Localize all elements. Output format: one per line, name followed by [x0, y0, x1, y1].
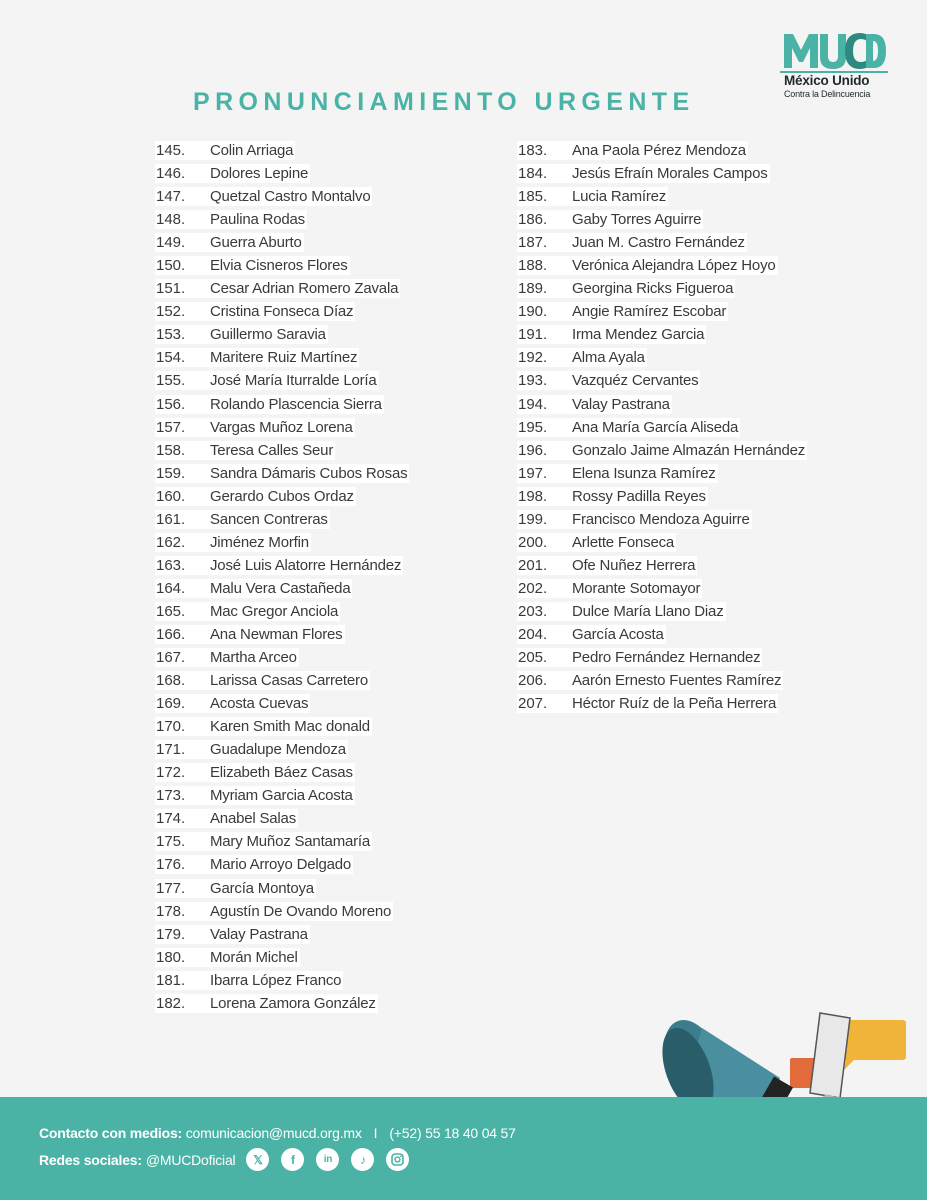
- list-item: [517, 439, 807, 462]
- signatory-name: Irma Mendez Garcia: [572, 326, 705, 344]
- signatory-number: 200.: [517, 533, 572, 552]
- list-item: [155, 807, 409, 830]
- signatory-name: Elvia Cisneros Flores: [210, 257, 348, 275]
- social-label: Redes sociales:: [39, 1151, 142, 1168]
- list-item: [517, 300, 807, 323]
- signatory-name: Ana Paola Pérez Mendoza: [572, 142, 746, 160]
- signatory-name: Jiménez Morfin: [210, 533, 309, 551]
- signatory-name: Jesús Efraín Morales Campos: [572, 165, 768, 183]
- list-item: [517, 531, 807, 554]
- signatory-name: Morante Sotomayor: [572, 579, 701, 597]
- signatory-name: Lorena Zamora González: [210, 994, 376, 1012]
- signatory-number: 170.: [155, 717, 210, 736]
- signatory-number: 152.: [155, 302, 210, 321]
- signatory-number: 157.: [155, 418, 210, 437]
- logo-name: México Unido: [784, 73, 870, 88]
- signatory-number: 178.: [155, 902, 210, 921]
- signatories-right-column: [517, 139, 807, 715]
- list-item: [517, 208, 807, 231]
- signatory-name: Valay Pastrana: [572, 395, 670, 413]
- list-item: [155, 600, 409, 623]
- list-item: [517, 462, 807, 485]
- list-item: [517, 508, 807, 531]
- signatory-number: 195.: [517, 418, 572, 437]
- signatory-number: 197.: [517, 464, 572, 483]
- signatory-number: 187.: [517, 233, 572, 252]
- signatory-name: Gonzalo Jaime Almazán Hernández: [572, 441, 806, 459]
- signatory-number: 150.: [155, 256, 210, 275]
- social-icons: [246, 1148, 409, 1171]
- signatory-name: Maritere Ruiz Martínez: [210, 349, 358, 367]
- signatory-name: Elizabeth Báez Casas: [210, 764, 353, 782]
- signatory-number: 203.: [517, 602, 572, 621]
- signatory-name: Dolores Lepine: [210, 165, 309, 183]
- signatory-number: 202.: [517, 579, 572, 598]
- signatory-number: 199.: [517, 510, 572, 529]
- signatory-name: Mary Muñoz Santamaría: [210, 833, 371, 851]
- signatory-number: 169.: [155, 694, 210, 713]
- list-item: [517, 139, 807, 162]
- page-title: PRONUNCIAMIENTO URGENTE: [193, 88, 695, 116]
- signatory-number: 206.: [517, 671, 572, 690]
- list-item: [155, 277, 409, 300]
- signatory-name: Arlette Fonseca: [572, 533, 675, 551]
- tiktok-icon[interactable]: ♪: [351, 1148, 374, 1171]
- list-item: [517, 485, 807, 508]
- signatory-number: 188.: [517, 256, 572, 275]
- list-item: [155, 485, 409, 508]
- list-item: [517, 577, 807, 600]
- signatory-number: 174.: [155, 809, 210, 828]
- signatory-name: Karen Smith Mac donald: [210, 718, 370, 736]
- instagram-icon[interactable]: [386, 1148, 409, 1171]
- signatory-number: 189.: [517, 279, 572, 298]
- list-item: [155, 462, 409, 485]
- signatory-name: Lucia Ramírez: [572, 188, 667, 206]
- signatory-number: 159.: [155, 464, 210, 483]
- signatory-name: José María Iturralde Loría: [210, 372, 377, 390]
- signatory-number: 192.: [517, 348, 572, 367]
- signatory-name: Morán Michel: [210, 948, 298, 966]
- signatory-name: Guillermo Saravia: [210, 326, 326, 344]
- list-item: [155, 669, 409, 692]
- list-item: [155, 323, 409, 346]
- signatory-name: Aarón Ernesto Fuentes Ramírez: [572, 672, 782, 690]
- signatory-number: 154.: [155, 348, 210, 367]
- signatory-number: 145.: [155, 141, 210, 160]
- signatory-number: 184.: [517, 164, 572, 183]
- signatories-left-column: [155, 139, 409, 1015]
- signatory-name: Myriam Garcia Acosta: [210, 787, 353, 805]
- signatory-name: Mario Arroyo Delgado: [210, 856, 352, 874]
- signatory-number: 194.: [517, 395, 572, 414]
- signatory-name: Colin Arriaga: [210, 142, 294, 160]
- signatory-number: 167.: [155, 648, 210, 667]
- signatory-number: 149.: [155, 233, 210, 252]
- signatory-name: José Luis Alatorre Hernández: [210, 556, 402, 574]
- signatory-number: 168.: [155, 671, 210, 690]
- list-item: [155, 393, 409, 416]
- signatory-number: 164.: [155, 579, 210, 598]
- signatory-number: 196.: [517, 441, 572, 460]
- signatory-number: 146.: [155, 164, 210, 183]
- signatory-name: Pedro Fernández Hernandez: [572, 649, 761, 667]
- signatory-number: 176.: [155, 855, 210, 874]
- signatory-number: 162.: [155, 533, 210, 552]
- signatory-name: Guadalupe Mendoza: [210, 741, 346, 759]
- list-item: [155, 369, 409, 392]
- signatory-number: 201.: [517, 556, 572, 575]
- signatory-number: 153.: [155, 325, 210, 344]
- list-item: [517, 323, 807, 346]
- signatory-name: García Acosta: [572, 626, 664, 643]
- signatory-name: Dulce María Llano Diaz: [572, 602, 724, 620]
- list-item: [155, 646, 409, 669]
- list-item: [517, 346, 807, 369]
- list-item: [517, 600, 807, 623]
- list-item: [155, 900, 409, 923]
- signatory-name: Teresa Calles Seur: [210, 441, 334, 459]
- list-item: [517, 277, 807, 300]
- signatory-name: Vargas Muñoz Lorena: [210, 418, 353, 436]
- signatory-number: 183.: [517, 141, 572, 160]
- signatory-number: 165.: [155, 602, 210, 621]
- signatory-name: Guerra Aburto: [210, 234, 302, 252]
- contact-label: Contacto con medios:: [39, 1125, 183, 1141]
- list-item: [155, 531, 409, 554]
- list-item: [155, 231, 409, 254]
- list-item: [155, 439, 409, 462]
- signatory-number: 160.: [155, 487, 210, 506]
- list-item: [517, 646, 807, 669]
- signatory-name: Ana María García Aliseda: [572, 418, 739, 436]
- media-contact: [39, 1125, 516, 1141]
- signatory-number: 181.: [155, 971, 210, 990]
- signatory-name: Larissa Casas Carretero: [210, 672, 368, 690]
- list-item: [155, 254, 409, 277]
- list-item: [155, 300, 409, 323]
- signatory-number: 186.: [517, 210, 572, 229]
- signatory-name: Anabel Salas: [210, 810, 296, 828]
- signatory-number: 156.: [155, 395, 210, 414]
- signatory-name: Gaby Torres Aguirre: [572, 211, 702, 229]
- signatory-number: 182.: [155, 994, 210, 1013]
- signatory-number: 148.: [155, 210, 210, 229]
- signatory-number: 193.: [517, 371, 572, 390]
- signatory-number: 163.: [155, 556, 210, 575]
- signatory-number: 155.: [155, 371, 210, 390]
- list-item: [155, 577, 409, 600]
- facebook-icon[interactable]: f: [281, 1148, 304, 1171]
- linkedin-icon[interactable]: in: [316, 1148, 339, 1171]
- signatory-name: Agustín De Ovando Moreno: [210, 902, 392, 920]
- signatory-number: 191.: [517, 325, 572, 344]
- list-item: [155, 162, 409, 185]
- signatory-name: Vazquéz Cervantes: [572, 372, 699, 390]
- list-item: [155, 761, 409, 784]
- list-item: [155, 508, 409, 531]
- list-item: [155, 830, 409, 853]
- logo-subtitle: Contra la Delincuencia: [784, 89, 871, 99]
- signatory-name: Gerardo Cubos Ordaz: [210, 487, 354, 505]
- signatory-name: Malu Vera Castañeda: [210, 579, 351, 597]
- list-item: [155, 738, 409, 761]
- list-item: [155, 877, 409, 900]
- list-item: [155, 623, 409, 646]
- list-item: [517, 162, 807, 185]
- signatory-number: 151.: [155, 279, 210, 298]
- signatory-name: Ana Newman Flores: [210, 626, 343, 643]
- contact-separator: I: [373, 1125, 378, 1141]
- list-item: [517, 554, 807, 577]
- signatory-number: 161.: [155, 510, 210, 529]
- list-item: [517, 416, 807, 439]
- mucd-logo: [776, 30, 891, 102]
- signatory-number: 175.: [155, 832, 210, 851]
- list-item: [517, 393, 807, 416]
- list-item: [155, 946, 409, 969]
- signatory-number: 204.: [517, 625, 572, 644]
- signatory-name: Acosta Cuevas: [210, 695, 309, 713]
- list-item: [517, 254, 807, 277]
- signatory-name: Ofe Nuñez Herrera: [572, 556, 696, 574]
- signatory-number: 173.: [155, 786, 210, 805]
- list-item: [517, 692, 807, 715]
- signatory-name: Cristina Fonseca Díaz: [210, 303, 354, 321]
- signatory-name: Mac Gregor Anciola: [210, 602, 339, 620]
- signatory-number: 179.: [155, 925, 210, 944]
- signatory-number: 180.: [155, 948, 210, 967]
- signatory-number: 190.: [517, 302, 572, 321]
- signatory-number: 205.: [517, 648, 572, 667]
- list-item: [155, 416, 409, 439]
- signatory-number: 177.: [155, 879, 210, 898]
- contact-email[interactable]: comunicacion@mucd.org.mx: [185, 1125, 362, 1141]
- list-item: [155, 923, 409, 946]
- signatory-name: Francisco Mendoza Aguirre: [572, 510, 750, 528]
- list-item: [517, 623, 807, 646]
- signatory-number: 198.: [517, 487, 572, 506]
- signatory-name: García Montoya: [210, 879, 314, 897]
- signatory-name: Elena Isunza Ramírez: [572, 464, 716, 482]
- signatory-name: Ibarra López Franco: [210, 971, 342, 989]
- signatory-name: Georgina Ricks Figueroa: [572, 280, 734, 298]
- signatory-name: Cesar Adrian Romero Zavala: [210, 280, 399, 298]
- signatory-name: Sandra Dámaris Cubos Rosas: [210, 464, 408, 482]
- list-item: [155, 715, 409, 738]
- list-item: [155, 185, 409, 208]
- signatory-number: 185.: [517, 187, 572, 206]
- signatory-name: Valay Pastrana: [210, 925, 308, 943]
- list-item: [155, 853, 409, 876]
- list-item: [517, 185, 807, 208]
- list-item: [517, 369, 807, 392]
- list-item: [155, 969, 409, 992]
- signatory-name: Alma Ayala: [572, 349, 645, 367]
- signatory-name: Angie Ramírez Escobar: [572, 303, 727, 321]
- contact-phone[interactable]: (+52) 55 18 40 04 57: [389, 1125, 516, 1141]
- list-item: [155, 554, 409, 577]
- signatory-number: 158.: [155, 441, 210, 460]
- signatory-name: Rolando Plascencia Sierra: [210, 395, 382, 413]
- list-item: [155, 208, 409, 231]
- signatory-number: 171.: [155, 740, 210, 759]
- social-handle[interactable]: @MUCDoficial: [145, 1151, 236, 1168]
- mucd-logo-mark: [782, 30, 886, 72]
- signatory-name: Quetzal Castro Montalvo: [210, 188, 371, 206]
- signatory-name: Héctor Ruíz de la Peña Herrera: [572, 695, 777, 713]
- signatory-number: 172.: [155, 763, 210, 782]
- list-item: [517, 231, 807, 254]
- signatory-name: Juan M. Castro Fernández: [572, 234, 745, 252]
- list-item: [155, 784, 409, 807]
- signatory-name: Paulina Rodas: [210, 211, 305, 229]
- signatory-number: 166.: [155, 625, 210, 644]
- social-networks: [39, 1148, 409, 1171]
- list-item: [517, 669, 807, 692]
- list-item: [155, 692, 409, 715]
- signatory-name: Verónica Alejandra López Hoyo: [572, 257, 776, 275]
- list-item: [155, 992, 409, 1015]
- signatory-number: 147.: [155, 187, 210, 206]
- list-item: [155, 346, 409, 369]
- list-item: [155, 139, 409, 162]
- signatory-name: Martha Arceo: [210, 649, 297, 667]
- signatory-number: 207.: [517, 694, 572, 713]
- x-icon[interactable]: 𝕏: [246, 1148, 269, 1171]
- signatory-name: Rossy Padilla Reyes: [572, 487, 706, 505]
- signatory-name: Sancen Contreras: [210, 510, 328, 528]
